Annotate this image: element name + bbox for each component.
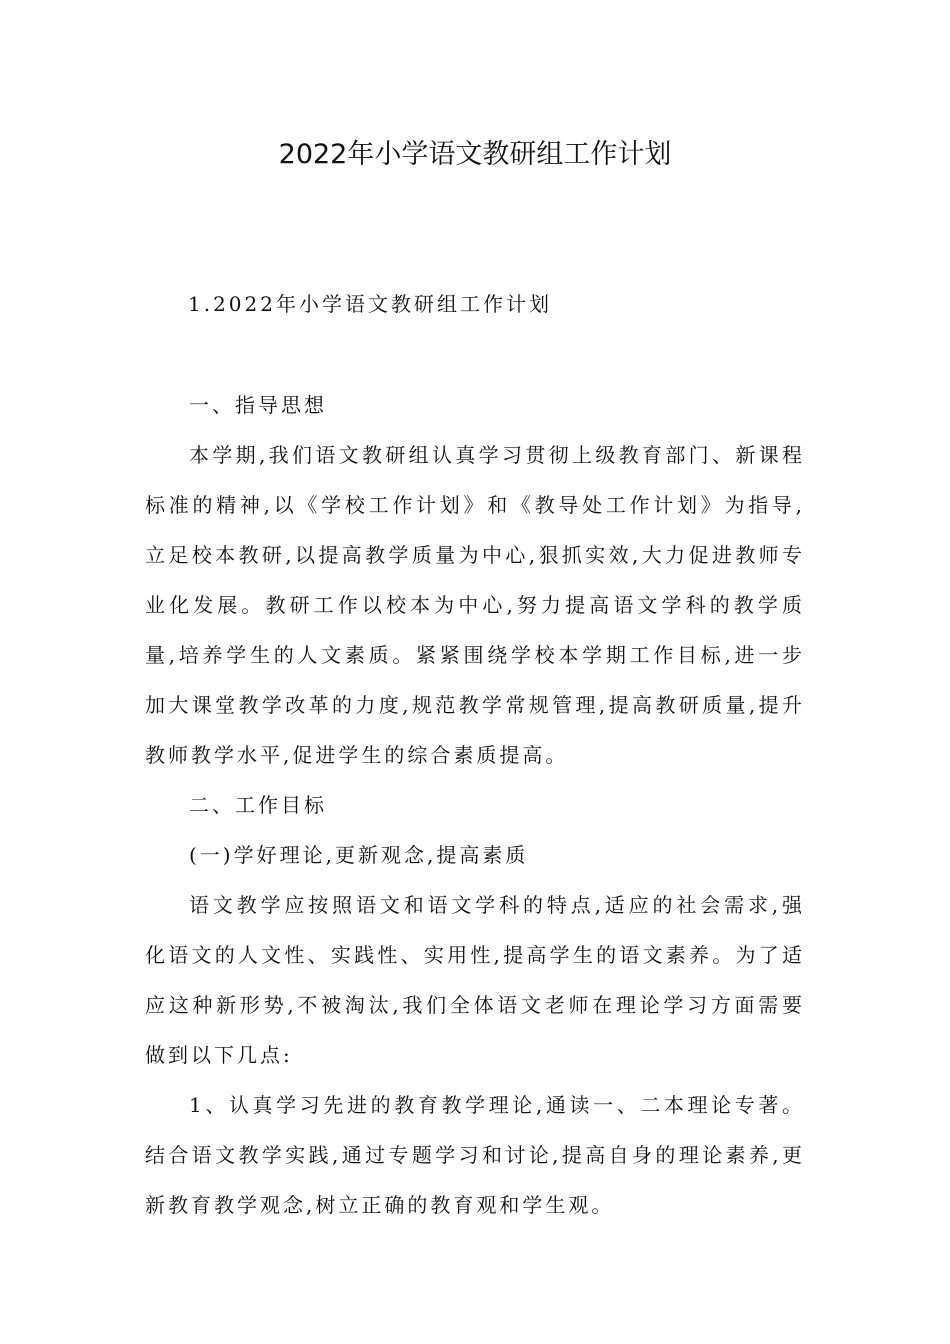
section-subtitle: 1.2022年小学语文教研组工作计划 xyxy=(188,292,552,316)
heading-work-goals: 二、工作目标 xyxy=(189,793,327,817)
subheading-theory-study: (一)学好理论,更新观念,提高素质 xyxy=(189,843,529,867)
paragraph-guiding-ideology: 本学期,我们语文教研组认真学习贯彻上级教育部门、新课程标准的精神,以《学校工作计划》和《教导处工作计划》为指导,立足校本教研,以提高教学质量为中心,狠抓实效,大力促进教师专业化发展。教研工作以校本为中心,努力提高语文学科的教学质量,培养学生的人文素质。紧紧围绕学校本学期工作目标,进一步加大课堂教学改革的力度,规范教学常规管理,提高教研质量,提升教师教学水平,促进学生的综合素质提高。 xyxy=(145,443,805,767)
paragraph-item-1: 1、认真学习先进的教育教学理论,通读一、二本理论专著。结合语文教学实践,通过专题学习和讨论,提高自身的理论素养,更新教育教学观念,树立正确的教育观和学生观。 xyxy=(145,1093,805,1217)
document-title: 2022年小学语文教研组工作计划 xyxy=(278,139,672,170)
paragraph-theory-study: 语文教学应按照语文和语文学科的特点,适应的社会需求,强化语文的人文性、实践性、实用性,提高学生的语文素养。为了适应这种新形势,不被淘汰,我们全体语文老师在理论学习方面需要做到以下几点: xyxy=(145,893,805,1067)
heading-guiding-ideology: 一、指导思想 xyxy=(189,393,327,417)
document-body xyxy=(145,380,805,1230)
